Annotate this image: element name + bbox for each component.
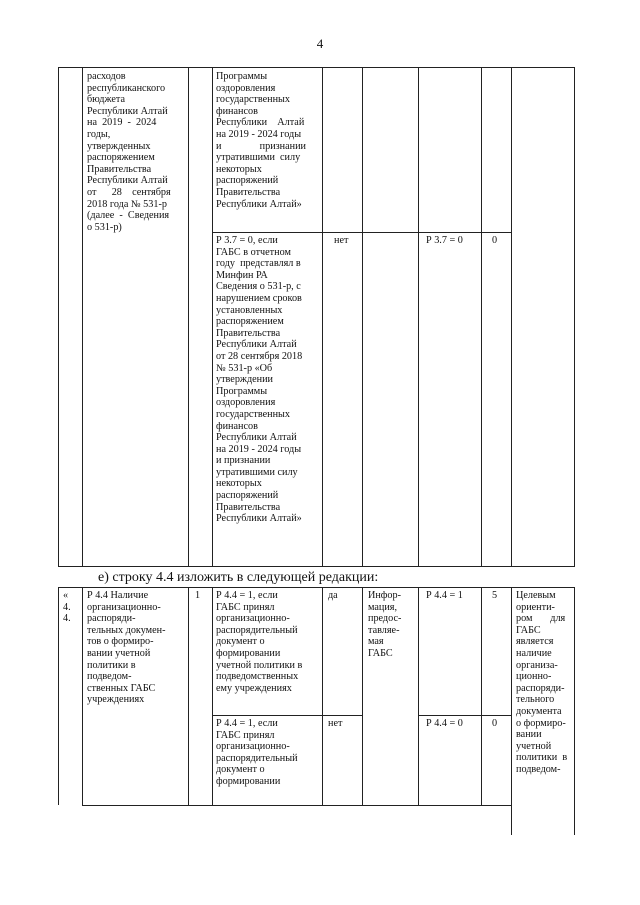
table-2-indicator-name: Р 4.4 Наличие организационно- распоряди- тельных докумен- тов о формиро- вании учетной политики в подведом- ственных ГАБС учреждениях [87, 590, 166, 706]
table-2-col-line [362, 587, 363, 805]
table-2-score-1: 5 [492, 590, 498, 601]
table-2-note: Целевым ориенти- ром для ГАБС является наличие организа- ционно- распоряди- тельного документа о формиро- вании учетной политики в подведом- [516, 590, 568, 775]
table-2-score-2: 0 [492, 718, 498, 729]
table-1-col-line [188, 67, 189, 567]
table-1-answer-2: нет [334, 235, 349, 246]
table-2-col-line [188, 587, 189, 805]
table-1-col-line [481, 67, 482, 567]
table-1-col-line [362, 67, 363, 567]
table-2-row-divider [418, 715, 511, 716]
table-1-value-2: Р 3.7 = 0 [426, 235, 463, 246]
table-1-condition-continued: Программы оздоровления государственных финансов Республики Алтай на 2019 - 2024 годы и признании утратившими силу некоторых распоряжений Правительства Республики Алтай» [216, 71, 307, 210]
table-1-bottom-border [58, 566, 574, 567]
table-2-top-border [58, 587, 574, 588]
table-2-condition-1: Р 4.4 = 1, если ГАБС принял организационно- распорядительный документ о формировании учетной политики в подведомственных ему учреждениях [216, 590, 303, 694]
table-2-weight: 1 [195, 590, 201, 601]
table-2-col-line [58, 587, 59, 805]
table-2-value-1: Р 4.4 = 1 [426, 590, 463, 601]
table-1-col-line [212, 67, 213, 567]
table-2-col-line [82, 587, 83, 805]
table-2-value-2: Р 4.4 = 0 [426, 718, 463, 729]
table-1-col-line [418, 67, 419, 567]
table-2-col-line [212, 587, 213, 805]
table-2-source: Инфор- мация, предос- тавляе- мая ГАБС [368, 590, 402, 659]
table-2-row-number: « 4. 4. [63, 590, 71, 625]
table-2-bottom-border [82, 805, 511, 806]
amendment-instruction: е) строку 4.4 изложить в следующей редакции: [98, 570, 379, 585]
table-1-col-line [574, 67, 575, 567]
table-2-row-divider [212, 715, 362, 716]
table-1-col-line [511, 67, 512, 567]
table-2-answer-2: нет [328, 718, 343, 729]
table-1-indicator-name: расходов республиканского бюджета Республики Алтай на 2019 - 2024 годы, утвержденных распоряжением Правительства Республики Алтай от 28 сентября 2018 года № 531-р (далее - Сведения о 531-р) [87, 71, 171, 233]
table-2-condition-2: Р 4.4 = 1, если ГАБС принял организационно- распорядительный документ о формировании [216, 718, 298, 787]
table-2-col-line [574, 587, 575, 835]
table-1-col-line [82, 67, 83, 567]
table-2-col-line [481, 587, 482, 805]
table-2-col-line [418, 587, 419, 805]
table-2-answer-1: да [328, 590, 338, 601]
page-number: 4 [316, 36, 324, 51]
table-2-col-line [511, 587, 512, 835]
table-1-col-line [322, 67, 323, 567]
table-1-top-border [58, 67, 574, 68]
table-1-score-2: 0 [492, 235, 498, 246]
table-1-condition-2: Р 3.7 = 0, если ГАБС в отчетном году представлял в Минфин РА Сведения о 531-р, с нарушением сроков установленных распоряжением Правительства Республики Алтай от 28 сентября 2018 № 531-р «Об утверждении Программы оздоровления государственных финансов Республики Алтай на 2019 - 2024 годы и признании утратившими силу некоторых распоряжений Правительства Республики Алтай» [216, 235, 303, 525]
table-1-col-line [58, 67, 59, 567]
table-2-col-line [322, 587, 323, 805]
